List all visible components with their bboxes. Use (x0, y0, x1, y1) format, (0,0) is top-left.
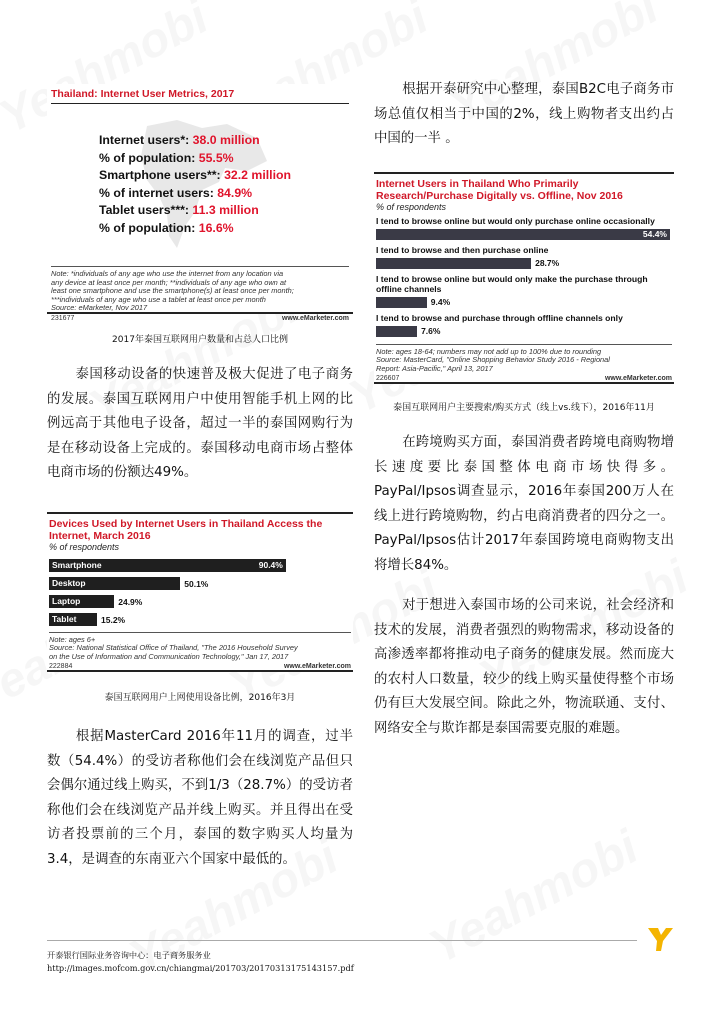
right-column (374, 78, 674, 741)
bar-category-label: I tend to browse and purchase through offline channels only (376, 312, 623, 323)
bar-row (49, 612, 351, 628)
bar-value-label: 28.7% (535, 258, 560, 268)
footer-url[interactable]: http://images.mofcom.gov.cn/chiangmai/201703/20170313175143157.pdf (47, 963, 354, 973)
metric-internet-users-share: % of internet users: 84.9% (99, 185, 253, 200)
figure-notes: Note: *individuals of any age who use the internet from any location via any device at least once per month; **individuals of any age who own at least one smartphone and use the smartphone(s) at least once per month; ***individuals of any age who use a tablet at least once per month Source: eMarketer, Nov 2017 231677 www.eMarketer.com (51, 266, 349, 322)
bar-category-label: I tend to browse online but would only make the purchase through offline channels (376, 273, 648, 294)
metrics-list (99, 132, 291, 238)
paragraph: 对于想进入泰国市场的公司来说，社会经济和技术的发展，消费者强烈的购物需求，移动设备的高渗透率都将推动电子商务的健康发展。然而庞大的农村人口数量，较少的线上购买量使得整个市场仍有巨大发展空间。除此之外，物流联通、支付、网络安全与欺诈都是泰国需要克服的难题。 (374, 598, 674, 736)
bar-category-label: I tend to browse online but would only purchase online occasionally (376, 215, 655, 226)
metric-tablet-users: Tablet users***: 11.3 million (99, 203, 259, 218)
paragraph: 根据MasterCard 2016年11月的调查，过半数（54.4%）的受访者称他们会在线浏览产品但只会偶尔通过线上购买，不到1/3（28.7%）的受访者称他们会在线浏览产品并线上购买。并且得出在受访者投票前的三个月，泰国的数字购买人均量为3.4，是调查的东南亚六个国家中最低的。 (47, 729, 353, 867)
bar-row (49, 594, 351, 610)
figure-caption: 2017年泰国互联网用户数量和占总人口比例 (112, 335, 288, 345)
figure-caption: 泰国互联网用户上网使用设备比例，2016年3月 (104, 693, 296, 704)
bar-row (376, 296, 672, 309)
bar-row (376, 325, 672, 338)
paragraph: 泰国移动设备的快速普及极大促进了电子商务的发展。泰国互联网用户中使用智能手机上网的比例远高于其他电子设备，超过一半的泰国网购行为是在移动设备上完成的。泰国移动电商市场占整体电商市场的份额达49%。 (47, 367, 353, 480)
bar-category-label: Desktop (52, 578, 86, 588)
footer-divider (47, 940, 637, 941)
metric-tablet-population-share: % of population: 16.6% (99, 220, 234, 235)
figure-title: Thailand: Internet User Metrics, 2017 (51, 88, 349, 104)
figure-research-purchase (374, 172, 674, 385)
bar (49, 577, 180, 590)
figure-id: 222884 (49, 663, 73, 671)
bar (376, 297, 427, 308)
metric-internet-users: Internet users*: 38.0 million (99, 133, 260, 147)
footer-org: 开泰银行国际业务咨询中心：电子商务服务业 (47, 950, 211, 960)
figure-title: Devices Used by Internet Users in Thailand Access the Internet, March 2016 (49, 517, 323, 542)
bar-value-label: 15.2% (101, 614, 126, 625)
bar (376, 258, 531, 269)
figure-footer (376, 375, 672, 382)
bar-row (376, 228, 672, 241)
emarketer-link[interactable]: www.eMarketer.com (283, 663, 351, 671)
figure-subtitle: % of respondents (376, 201, 447, 212)
bar-value-label: 9.4% (430, 297, 451, 307)
figure-id: 231677 (51, 314, 75, 322)
figure-caption: 泰国互联网用户主要搜索/购买方式（线上vs.线下），2016年11月 (393, 403, 655, 414)
bar-category-label: I tend to browse and then purchase online (376, 244, 549, 255)
emarketer-link[interactable]: www.eMarketer.com (604, 375, 672, 383)
bar-row (376, 257, 672, 270)
figure-id: 226607 (376, 375, 400, 383)
bar-row (49, 558, 351, 574)
bar (49, 595, 114, 608)
bar (376, 326, 417, 337)
bar-category-label: Tablet (52, 614, 77, 624)
paragraph: 在跨境购买方面，泰国消费者跨境电商购物增长速度要比泰国整体电商市场快得多。PayPal/Ipsos调查显示，2016年泰国200万人在线上进行跨境购物，约占电商消费者的四分之一。PayPal/Ipsos估计2017年泰国跨境电商购物支出将增长84%。 (374, 435, 674, 573)
bar-row (49, 576, 351, 592)
figure-title: Internet Users in Thailand Who Primarily Research/Purchase Digitally vs. Offline, Nov 2016 (376, 177, 623, 202)
bar-value-label: 7.6% (421, 326, 441, 336)
bar (376, 229, 670, 240)
bar-category-label: Smartphone (52, 560, 102, 570)
figure-footer (49, 663, 351, 670)
bar-chart (49, 558, 351, 628)
figure-internet-user-metrics (47, 84, 353, 322)
yeahmobi-logo-icon (646, 926, 674, 952)
paragraph: 根据开泰研究中心整理，泰国B2C电子商务市场总值仅相当于中国的2%，线上购物者支出约占中国的一半 。 (374, 82, 674, 146)
figure-notes: Note: ages 6+ Source: National Statistical Office of Thailand, "The 2016 Household Survey on the Use of Information and Communication Technology," Jan 17, 2017 222884 www.eMarketer.com (49, 632, 351, 671)
figure-subtitle: % of respondents (49, 541, 120, 552)
figure-footer (51, 315, 349, 322)
metric-population-share: % of population: 55.5% (99, 150, 234, 165)
bar-value-label: 90.4% (258, 560, 283, 570)
bar (49, 613, 97, 626)
metric-smartphone-users: Smartphone users**: 32.2 million (99, 168, 292, 183)
left-column (47, 84, 353, 872)
bar-value-label: 54.4% (642, 228, 667, 239)
bar-value-label: 50.1% (184, 578, 209, 589)
bar-value-label: 24.9% (118, 596, 143, 607)
footer-source (47, 949, 354, 975)
figure-devices-used (47, 512, 353, 673)
emarketer-link[interactable]: www.eMarketer.com (281, 314, 349, 322)
bar-category-label: Laptop (52, 596, 81, 606)
bar (49, 559, 286, 572)
bar-chart (376, 216, 672, 338)
watermark (420, 820, 647, 975)
figure-notes: Note: ages 18-64; numbers may not add up to 100% due to rounding Source: MasterCard, "Online Shopping Behavior Study 2016 - Regional Report: Asia-Pacific," April 13, 2017 226607 www.eMarketer.com (376, 344, 672, 383)
